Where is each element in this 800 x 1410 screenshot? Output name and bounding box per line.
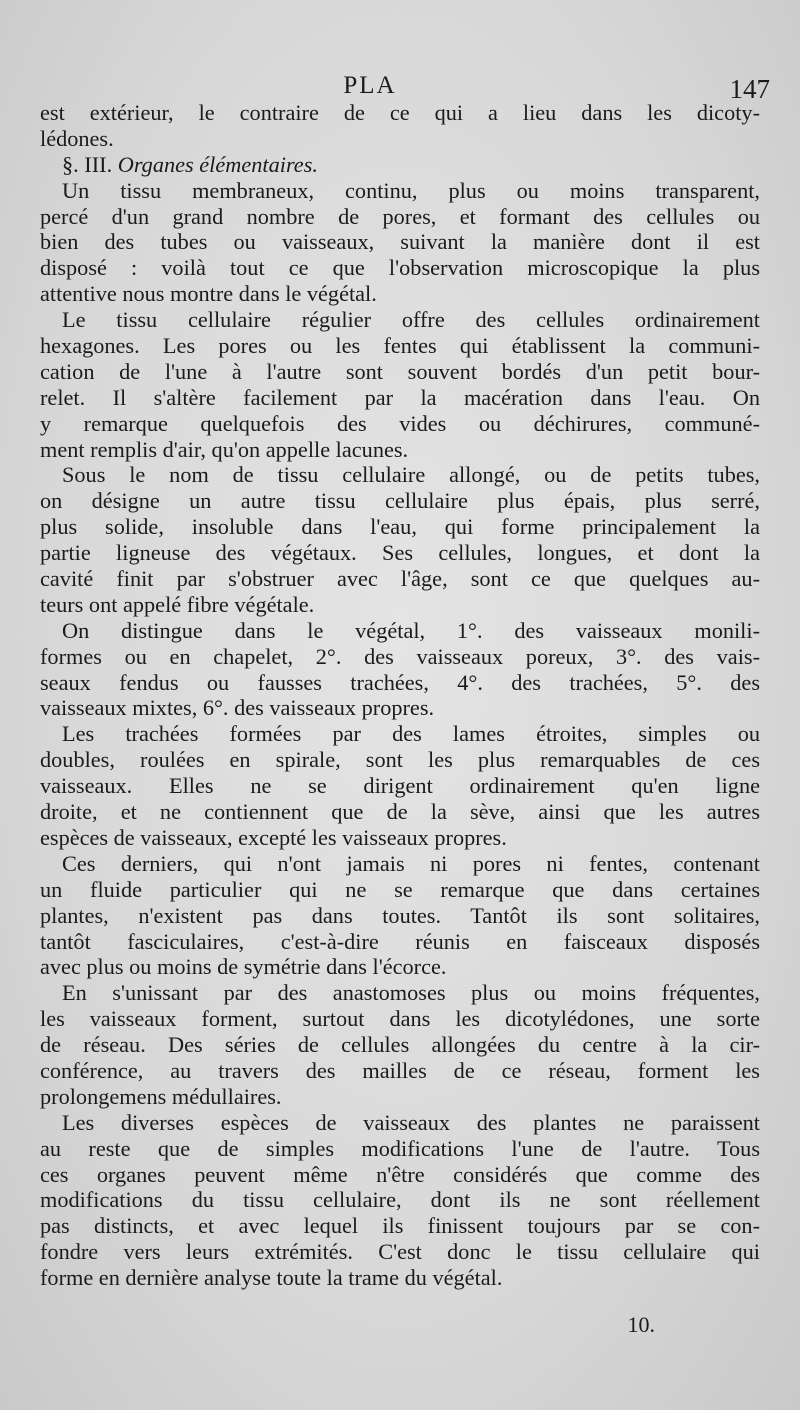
- text-line: Le tissu cellulaire régulier offre des cellules ordinairement: [62, 307, 760, 333]
- text-line: conférence, au travers des mailles de ce réseau, forment les: [40, 1057, 760, 1083]
- body-text: [40, 100, 760, 1291]
- section-number: §. III.: [62, 151, 113, 177]
- text-line: Sous le nom de tissu cellulaire allongé, ou de petits tubes,: [62, 462, 760, 488]
- text-line: teurs ont appelé fibre végétale.: [40, 591, 315, 617]
- text-line: un fluide particulier qui ne se remarque que dans certaines: [40, 876, 760, 902]
- catchword: 10.: [627, 1312, 655, 1337]
- text-line: modifications du tissu cellulaire, dont ils ne sont réellement: [40, 1187, 760, 1213]
- text-line: attentive nous montre dans le végétal.: [40, 281, 377, 307]
- text-line: avec plus ou moins de symétrie dans l'écorce.: [40, 954, 447, 980]
- text-line: vaisseaux mixtes, 6°. des vaisseaux propres.: [40, 695, 435, 721]
- text-line: de réseau. Des séries de cellules allongées du centre à la cir-: [40, 1032, 760, 1058]
- text-line: fondre vers leurs extrémités. C'est donc le tissu cellulaire qui: [40, 1239, 760, 1265]
- text-line: les vaisseaux forment, surtout dans les dicotylédones, une sorte: [40, 1006, 760, 1032]
- running-title: PLA: [343, 72, 397, 99]
- text-line: relet. Il s'altère facilement par la macération dans l'eau. On: [40, 384, 760, 410]
- section-heading: [40, 152, 760, 178]
- text-line: En s'unissant par des anastomoses plus ou moins fréquentes,: [62, 980, 760, 1006]
- text-line: seaux fendus ou fausses trachées, 4°. des trachées, 5°. des: [40, 669, 760, 695]
- text-line: au reste que de simples modifications l'une de l'autre. Tous: [40, 1135, 760, 1161]
- text-line: hexagones. Les pores ou les fentes qui établissent la communi-: [40, 333, 760, 359]
- text-line: y remarque quelquefois des vides ou déchirures, communé-: [40, 410, 760, 436]
- text-line: droite, et ne contiennent que de la sève, ainsi que les autres: [40, 799, 760, 825]
- text-line: forme en dernière analyse toute la trame du végétal.: [40, 1265, 503, 1291]
- text-line: bien des tubes ou vaisseaux, suivant la manière dont il est: [40, 229, 760, 255]
- text-line: ment remplis d'air, qu'on appelle lacunes.: [40, 436, 409, 462]
- text-line: prolongemens médullaires.: [40, 1083, 282, 1109]
- text-line: disposé : voilà tout ce que l'observation microscopique la plus: [40, 255, 760, 281]
- section-title: Organes élémentaires.: [117, 151, 318, 177]
- page-number: 147: [729, 74, 770, 104]
- text-line: Les trachées formées par des lames étroites, simples ou: [62, 721, 760, 747]
- text-line: Un tissu membraneux, continu, plus ou moins transparent,: [62, 177, 760, 203]
- text-line: formes ou en chapelet, 2°. des vaisseaux poreux, 3°. des vais-: [40, 643, 760, 669]
- text-line: plantes, n'existent pas dans toutes. Tantôt ils sont solitaires,: [40, 902, 760, 928]
- text-line: est extérieur, le contraire de ce qui a lieu dans les dicoty-: [40, 100, 760, 125]
- text-line: percé d'un grand nombre de pores, et formant des cellules ou: [40, 203, 760, 229]
- text-line: tantôt fasciculaires, c'est-à-dire réunis en faisceaux disposés: [40, 928, 760, 954]
- text-line: lédones.: [40, 125, 114, 151]
- text-line: cation de l'une à l'autre sont souvent bordés d'un petit bour-: [40, 358, 760, 384]
- text-line: ces organes peuvent même n'être considérés que comme des: [40, 1161, 760, 1187]
- text-line: Les diverses espèces de vaisseaux des plantes ne paraissent: [62, 1109, 760, 1135]
- text-line: on désigne un autre tissu cellulaire plus épais, plus serré,: [40, 488, 760, 514]
- text-line: cavité finit par s'obstruer avec l'âge, sont ce que quelques au-: [40, 566, 760, 592]
- text-line: partie ligneuse des végétaux. Ses cellules, longues, et dont la: [40, 540, 760, 566]
- text-line: Ces derniers, qui n'ont jamais ni pores ni fentes, contenant: [62, 850, 760, 876]
- text-line: doubles, roulées en spirale, sont les plus remarquables de ces: [40, 747, 760, 773]
- text-line: vaisseaux. Elles ne se dirigent ordinairement qu'en ligne: [40, 773, 760, 799]
- text-line: pas distincts, et avec lequel ils finissent toujours par se con-: [40, 1213, 760, 1239]
- text-line: On distingue dans le végétal, 1°. des vaisseaux monili-: [62, 617, 760, 643]
- text-line: espèces de vaisseaux, excepté les vaisseaux propres.: [40, 824, 507, 850]
- text-line: plus solide, insoluble dans l'eau, qui forme principalement la: [40, 514, 760, 540]
